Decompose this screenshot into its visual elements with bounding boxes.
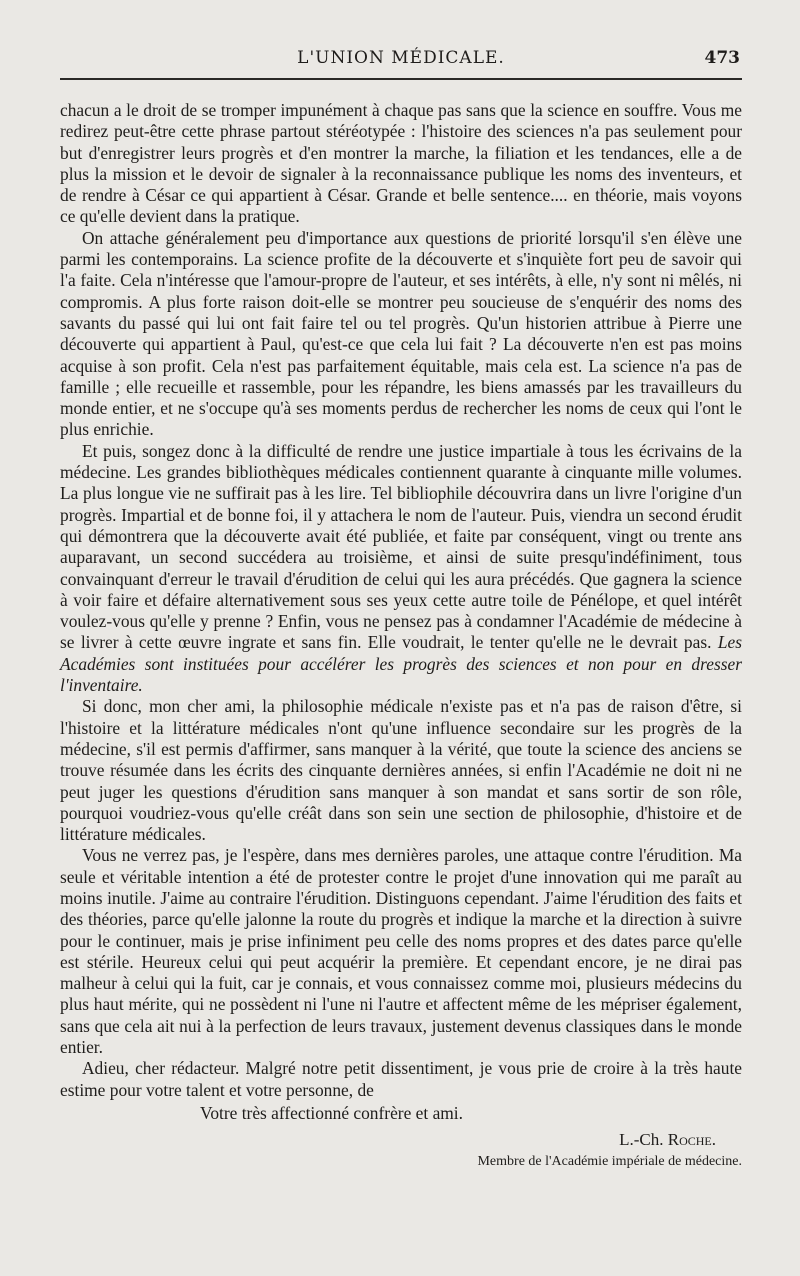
- signature-title: Membre de l'Académie impériale de médecine.: [477, 1154, 742, 1170]
- paragraph-2: On attache généralement peu d'importance aux questions de priorité lorsqu'il s'en élève une parmi les contemporains. La science profite de la découverte et s'inquiète fort peu de savoir qui l'a faite. Cela n'intéresse que l'amour-propre de l'auteur, et ses intérêts, à elle, n'y sont ni mêlés, ni compromis. A plus forte raison doit-elle se montrer peu soucieuse de s'enquérir des noms des savants du passé qui lui ont fait faire tel ou tel progrès. Qu'un historien attribue à Pierre une découverte qui appartient à Paul, qu'est-ce que cela lui fait ? La découverte n'en est pas moins acquise à son profit. Cela n'est pas parfaitement équitable, mais cela est. La science n'a pas de famille ; elle recueille et rassemble, pour les répandre, les biens amassés par les travailleurs du monde entier, et ne s'occupe qu'à ses moments perdus de rechercher les noms de ceux qui l'ont le plus enrichie.: [60, 227, 742, 440]
- page-header: [60, 44, 742, 80]
- italic-quote: Les Académies sont instituées pour accélérer les progrès des sciences et non pour en dresser l'inventaire.: [60, 632, 742, 696]
- signature: L.-Ch. Roche.: [619, 1130, 716, 1150]
- paragraph-4: Si donc, mon cher ami, la philosophie médicale n'existe pas et n'a pas de raison d'être, si l'histoire et la littérature médicales n'ont qu'une influence secondaire sur les progrès de la médecine, s'il est permis d'affirmer, sans manquer à la vérité, que toute la science des anciens se trouve résumée dans les écrits des cinquante dernières années, si enfin l'Académie ne doit ni ne peut juger les questions d'érudition sans manquer à son mandat et sans sortir de son rôle, pourquoi voudriez-vous qu'elle créât dans son sein une section de philosophie, d'histoire et de littérature médicales.: [60, 696, 742, 845]
- running-head: L'UNION MÉDICALE.: [297, 48, 505, 68]
- paragraph-1: chacun a le droit de se tromper impunément à chaque pas sans que la science en souffre. Vous me redirez peut-être cette phrase partout stéréotypée : l'histoire des sciences n'a pas seulement pour but d'enregistrer leurs progrès et d'en montrer la marche, la filiation et les tendances, elle a de plus la mission et le devoir de signaler à la reconnaissance publique les noms des inventeurs, et de rendre à César ce qui appartient à César. Grande et belle sentence.... en théorie, mais voyons ce qu'elle devient dans la pratique.: [60, 100, 742, 227]
- paragraph-3-text: Et puis, songez donc à la difficulté de rendre une justice impartiale à tous les écrivains de la médecine. Les grandes bibliothèques médicales contiennent quarante à cinquante mille volumes. La plus longue vie ne suffirait pas à les lire. Tel bibliophile découvrira dans un livre l'origine d'un progrès. Impartial et de bonne foi, il y attachera le nom de l'auteur. Puis, viendra un second érudit qui démontrera que la découverte avait été publiée, et faite par conséquent, vingt ou trente ans auparavant, un second succédera au troisième, et ainsi de suite presqu'indéfiniment, tous convainquant d'erreur le travail d'érudition de celui qui les aura précédés. Que gagnera la science à voir faire et défaire alternativement sous ses yeux cette autre toile de Pénélope, et quel intérêt voulez-vous qu'elle y prenne ? Enfin, vous ne pensez pas à condamner l'Académie de médecine à se livrer à cette œuvre ingrate et sans fin. Elle voudrait, le tenter qu'elle ne le devrait pas.: [60, 440, 742, 653]
- paragraph-3: [60, 441, 742, 697]
- paragraph-5: Vous ne verrez pas, je l'espère, dans mes dernières paroles, une attaque contre l'érudition. Ma seule et véritable intention a été de protester contre le projet d'une innovation qui me paraît au moins inutile. J'aime au contraire l'érudition. Distinguons cependant. J'aime l'érudition des faits et des théories, parce qu'elle jalonne la route du progrès et indique la marche et la direction à suivre pour le continuer, mais je prise infiniment peu celle des noms propres et des dates parce qu'elle est stérile. Heureux celui qui peut acquérir la première. Et cependant encore, je ne dirai pas malheur à celui qui la fuit, car je connais, et vous connaissez comme moi, plusieurs médecins du plus haut mérite, qui ne possèdent ni l'une ni l'autre et affectent même de les mépriser également, sans que cela ait nui à la perfection de leurs travaux, justement devenus classiques dans le monde entier.: [60, 845, 742, 1058]
- page-number: 473: [704, 48, 740, 68]
- closing-line: Votre très affectionné confrère et ami.: [200, 1102, 463, 1123]
- signature-initials: L.-Ch.: [619, 1130, 664, 1150]
- article-body: [60, 100, 742, 1124]
- paragraph-6: Adieu, cher rédacteur. Malgré notre petit dissentiment, je vous prie de croire à la très haute estime pour votre talent et votre personne, de: [60, 1058, 742, 1100]
- signature-surname: Roche: [667, 1130, 712, 1150]
